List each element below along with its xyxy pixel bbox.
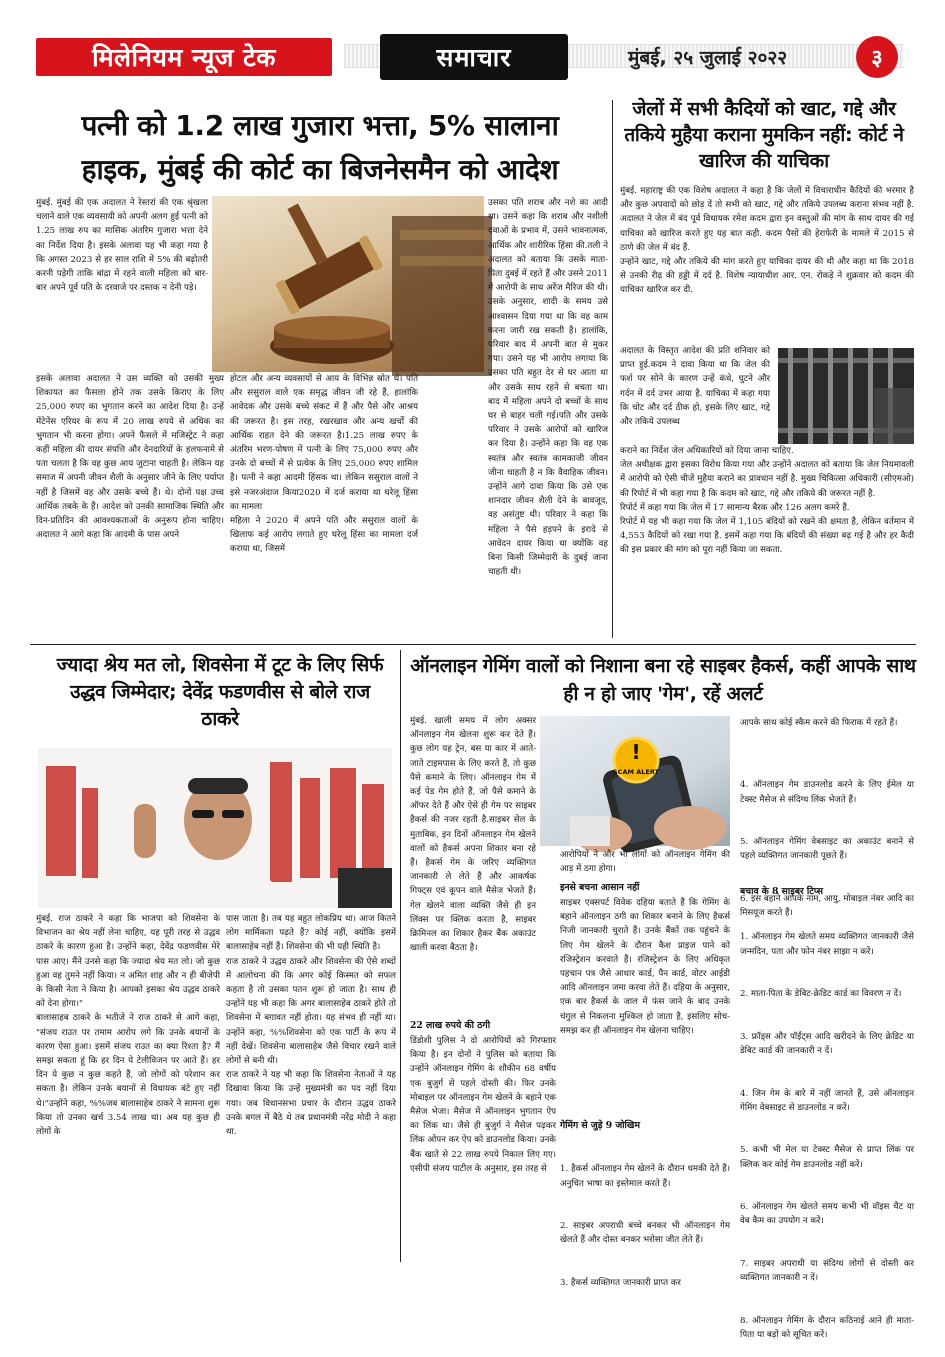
divider-vertical-bottom — [400, 650, 401, 1262]
issue-date: मुंबई, २५ जुलाई २०२२ — [628, 47, 788, 69]
story2-para3: कराने का निर्देश जेल अधिकारियों को दिया जाना चाहिए. जेल अधीक्षक द्वारा इसका विरोध किया गया और उन्होंने अदालत को बताया कि जेल नियमावली में आरोपी को ऐसी चीजें मुहैया कराने का प्रावधान नहीं है. मुख्य चिकित्सा अधिकारी (सीएमओ) की रिपोर्ट में भी कहा गया है कि कदम को खाट, गद्दे और तकिये की जरूरत नहीं है. रिपोर्ट में कहा गया कि जेल में 17 सामान्य बैरक और 126 अलग कमरे हैं. रिपोर्ट में यह भी कहा गया कि जेल में 1,105 बंदियों को रखने की क्षमता है, लेकिन वर्तमान में 4,553 कैदियों को रखा गया है. इसमें कहा गया कि बंदियों की संख्या बढ़ गई है और हर कैदी की इस प्रकार की मांग को पूरा नहीं किया जा सकता. — [620, 446, 914, 556]
tip-item: 4. जिन गेम के बारे में नहीं जानते हैं, उसे ऑनलाइन गेमिंग वेबसाइट से डाउनलोड न करें। — [740, 1088, 917, 1113]
divider-vertical-top — [612, 100, 613, 638]
risk-item: 3. हैकर्स व्यक्तिगत जानकारी प्राप्त कर — [560, 1278, 681, 1289]
risk-item: 6. इस बहाने आपके नाम, आयु, मोबाइल नंबर आदि का मिसयूज करते हैं। — [740, 894, 917, 919]
risks-list — [560, 1134, 733, 1289]
risk-item: 2. साइबर अपराधी बच्चे बनकर भी ऑनलाइन गेम खेलते हैं और दोस्त बनकर भरोसा जीत लेते हैं। — [560, 1221, 733, 1246]
page-number: ३ — [871, 46, 883, 71]
story3-column1: मुंबई. राज ठाकरे ने कहा कि भाजपा को शिवसेना के विभाजन का श्रेय नहीं लेना चाहिए, यह पूरी तरह से उद्धव ठाकरे के कारण हुआ है। उन्होंने कहा, देवेंद्र फडणवीस मेरे पास आए। मैंने उनसे कहा कि ज्यादा श्रेय मत लो। जो कुछ हुआ वह तुमने नहीं किया। न अमित शाह और न ही बीजेपी के किसी नेता ने किया है। आपको इसका श्रेय उद्धव ठाकरे को देना होगा।" बालासाहब ठाकरे के भतीजे ने राज ठाकरे से आगे कहा, "संजय राउत पर तमाम आरोप लगे कि उनके बयानों के कारण ऐसा हुआ। इसमें संजय राउत का क्या रिश्ता है? मैं समझ सकता हूं कि हर दिन ये टेलीविजन पर आते हैं। हर दिन ये कुछ न कुछ कहते हैं, जो लोगों को परेशान कर सकता है। लेकिन उनके बयानों से विधायक बंटे हुए नहीं थे।"उन्होंने कहा, %%जब बालासाहेब ठाकरे ने सामना शुरू किया तो उनका खर्च 3.54 लाख था। अब यह कुछ ही लोगों के — [36, 914, 220, 1138]
story2-para2: अदालत के विस्तृत आदेश की प्रति शनिवार को प्राप्त हुई.कदम ने दावा किया था कि जेल की फर्श पर सोने के कारण उन्हें कंधे, घुटने और गर्दन में दर्द उभर आया है. याचिका में कहा गया कि चोट और दर्द ठीक हो, इसके लिए खाट, गद्दे और तकिये उपलब्ध — [620, 346, 773, 428]
risk-item: 4. ऑनलाइन गेम डाउनलोड करने के लिए ईमेल या टेक्स्ट मैसेज से संदिग्ध लिंक भेजते हैं। — [740, 780, 917, 805]
divider-horizontal-middle — [30, 644, 916, 645]
story4-column3-top: आपके साथ कोई स्कैम करने की फिराक में रहते हैं। — [740, 718, 898, 728]
section-tab — [380, 34, 568, 80]
risk-item: 5. ऑनलाइन गेमिंग वेबसाइट का अकाउंट बनाने से पहले व्यक्तिगत जानकारी पूछते हैं। — [740, 837, 917, 862]
tip-item: 2. माता-पिता के डेबिट-क्रेडिट कार्ड का विवरण न दें। — [740, 989, 902, 1000]
story4-subhead-tips: बचाव के 8 साइबर टिप्स — [740, 886, 824, 897]
story1-headline-line1: पत्नी को 1.2 लाख गुजारा भत्ता, 5% सालाना — [81, 109, 559, 142]
story4-headline: ऑनलाइन गेमिंग वालों को निशाना बना रहे साइबर हैकर्स, कहीं आपके साथ ही न हो जाए 'गेम', रहें अलर्ट — [410, 655, 916, 705]
tip-item: 1. ऑनलाइन गेम खेलते समय व्यक्तिगत जानकारी जैसे जन्मदिन, पता और फोन नंबर साझा न करें। — [740, 932, 917, 957]
page-number-badge — [856, 36, 898, 78]
gavel-icon — [212, 196, 484, 372]
story4-column2-mid: साइबर एक्सपर्ट विवेक दहिया बताते हैं कि गेमिंग के बहाने ऑनलाइन ठगी का शिकार बनाने के लिए हैकर्स निजी जानकारी चुराते हैं। उनके बैंकों तक पहुंचने के लिए गेम खेलने के दौरान कैश प्राइज पाने को रजिस्ट्रेशन करवाते हैं। रजिस्ट्रेशन के लिए अधिकृत पहचान पत्र जैसे आधार कार्ड, पैन कार्ड, वोटर आईडी आदि ऑनलाइन जमा करवा लेते हैं। दहिया के अनुसार, एक बार हैकर्स के जाल में फंस जाने के बाद उनके चंगुल से निकलना मुश्किल हो जाता है, इसलिए सोच-समझ कर ही ऑनलाइन गेम खेलना चाहिए। — [560, 898, 733, 1036]
story3-headline: ज्यादा श्रेय मत लो, शिवसेना में टूट के लिए सिर्फ उद्धव जिम्मेदार; देवेंद्र फडणवीस से बोले राज ठाकरे — [56, 654, 384, 730]
prison-bars-icon — [778, 348, 914, 444]
scam-alert-caption: SCAM ALERT — [613, 768, 659, 776]
tip-item: 8. ऑनलाइन गेमिंग के दौरान कठिनाई आने ही माता-पिता या बड़ों को सूचित करें। — [740, 1315, 914, 1341]
brand-name: मिलेनियम न्यूज टेक — [92, 43, 276, 72]
speaker-photo-icon — [38, 748, 392, 908]
tip-item: 7. साइबर अपराधी या संदिग्ध लोगों से दोस्ती कर व्यक्तिगत जानकारी न दें। — [740, 1259, 917, 1284]
story3-column2: पास जाता है। तब यह बहुत लोकप्रिय था। आज कितने लोग मार्मिकता पढ़ते हैं? कोई नहीं, क्योंकि इसमें बालासाहेब नहीं हैं। शिवसेना की भी यही स्थिति है। राज ठाकरे ने उद्धव ठाकरे और शिवसेना की ऐसे शब्दों में आलोचना की कि अगर कोई किस्मत को सफल कहता है तो उसका पतन शुरू हो जाता है। साथ ही उन्होंने यह भी कहा कि अगर बालासाहेब ठाकरे होते तो शिवसेना में बगावत नहीं होता। यह संभव ही नहीं था। उन्होंने कहा, %%शिवसेना को एक पार्टी के रूप में नहीं देखें। शिवसेना बालासाहेब जैसे विचार रखने वाले लोगों से बनी थी। राज ठाकरे ने यह भी कहा कि शिवसेना नेताओं ने यह दिखावा किया कि उन्हें मुख्यमंत्री का पद नहीं दिया गया। जब विधानसभा प्रचार के दौरान उद्धव ठाकरे उनके बगल में बैठे थे तब प्रधानमंत्री नरेंद्र मोदी ने कहा था. — [226, 914, 396, 1138]
story4-subhead-fraud: 22 लाख रुपये की ठगी — [410, 1020, 491, 1031]
tip-item: 3. फ्रॉड्स और पॉईंट्स आदि खरीदने के लिए क्रेडिट या डेबिट कार्ड की जानकारी न दें। — [740, 1031, 917, 1057]
phone-scam-alert-icon — [540, 716, 730, 846]
section-name: समाचार — [436, 43, 512, 72]
cyber-tips-list — [740, 902, 917, 1341]
story1-headline-line2: हाइक, मुंबई की कोर्ट का बिजनेसमैन को आदेश — [81, 153, 559, 186]
scam-alert-exclamation-icon: ! — [631, 740, 641, 764]
story2-para1: मुंबई. महाराष्ट्र की एक विशेष अदालत ने कहा है कि जेलों में विचाराधीन कैदियों की भरमार है और कुछ अपवादों को छोड़ दें तो सभी को खाट, गद्दे और तकिये उपलब्ध कराना संभव नहीं है. अदालत ने जेल में बंद पूर्व विधायक रमेश कदम द्वारा इन वस्तुओं की मांग के साथ दायर की गई याचिका को खारिज करते हुए यह बात कही. कदम पैसों की हेराफेरी के मामले में 2015 से ठाणे की जेल में बंद हैं. उन्होंने खाट, गद्दे और तकिये की मांग करते हुए याचिका दायर की थी और कहा था कि 2018 से उनकी रीढ़ की हड्डी में दर्द है. विशेष न्यायाधीश आर. एन. रोकड़े ने शुक्रवार को कदम की याचिका खारिज कर दी. — [620, 186, 914, 296]
story4-column1-bottom: डिंडोशी पुलिस ने दो आरोपियों को गिरफ्तार किया है। इन दोनों ने पुलिस को बताया कि उन्होंने ऑनलाइन गेमिंग के शौकीन 68 वर्षीय एक बुजुर्ग से पहले दोस्ती की। फिर उनके मोबाइल पर ऑनलाइन गेम खेलने के बहाने एक मैसेज भेजा। मैसेज में ऑनलाइन भुगतान ऐप का लिंक था। जैसे ही बुजुर्ग ने मैसेज पढ़कर लिंक ओपन कर ऐप को डाउनलोड किया। उनके बैंक खाते से 22 लाख रुपये निकाल लिए गए। एसीपी संजय पाटील के अनुसार, इस तरह से — [410, 1036, 559, 1174]
story1-column2: होटल और अन्य व्यवसायों से आय के विभिन्न स्रोत थे। पति और ससुराल वाले एक समृद्ध जीवन जी रहे हैं, हालांकि आवेदक और उसके बच्चे संकट में हैं और पैसे और आश्रय की जरूरत है। इस तरह, रखरखाव और अन्य खर्चों की आर्थिक राहत देने की जरूरत है।1.25 लाख रुपए के अंतरिम भरण-पोषण में पत्नी के लिए 75,000 रुपए और उनके दो बच्चों में से प्रत्येक के लिए 25,000 रुपए शामिल है। पत्नी ने कहा आदमी हिंसक था। लेकिन ससुराल वालों ने इसे नजरअंदाज किया2020 में दर्ज कराया था घरेलू हिंसा का मामला महिला ने 2020 में अपने पति और ससुराल वालों के खिलाफ कई आरोप लगाते हुए घरेलू हिंसा का मामला दर्ज कराया था, जिसमें — [230, 374, 418, 555]
story4-column1-top: मुंबई. खाली समय में लोग अक्सर ऑनलाइन गेम खेलना शुरू कर देते हैं। कुछ लोग यह ट्रेन, बस या कार में आते-जाते टाइमपास के लिए करते हैं, तो कुछ पैसे कमाने के लिए। ऑनलाइन गेम में कई पेड गेम होते हैं, जो पैसे कमाने के ऑफर देते हैं और ऐसे ही गेम पर साइबर हैकर्स की नजर रहती है.साइबर सेल के मुताबिक, इन दिनों ऑनलाइन गेम खेलने वालों को हैकर्स अपना शिकार बना रहे हैं। हैकर्स गेम के जरिए व्यक्तिगत जानकारी ले लेते हैं और आकर्षक गिफ्ट्स एवं कूपन वाले मैसेज भेजते हैं। गेल खेलने वाला व्यक्ति जैसे ही इन लिंक्स पर क्लिक करता है, साइबर क्रिमिनल का शिकार हैकर बैंक अकाउंट खाली करवा बैठता है। — [410, 716, 539, 954]
story4-subhead-risks: गेमिंग से जुड़े 9 जोखिम — [560, 1120, 640, 1131]
story4-subhead-hard: इनसे बचना आसान नहीं — [560, 882, 640, 893]
tip-item: 6. ऑनलाइन गेम खेलते समय कभी भी वॉइस चैट या वेब कैम का उपयोग न करें। — [740, 1202, 917, 1227]
story4-column2-top: आरोपियों ने और भी लोगों को ऑनलाइन गेमिंग की आड़ में ठगा होगा। — [560, 850, 733, 875]
story2-headline: जेलों में सभी कैदियों को खाट, गद्दे और तकिये मुहैया कराना मुमकिन नहीं: कोर्ट ने खारिज की याचिका — [624, 98, 904, 172]
story1-column1-top: मुंबई. मुंबई की एक अदालत ने रेस्तरां की एक श्रृंखला चलाने वाले एक व्यवसायी को अपनी अलग हुई पत्नी को 1.25 लाख रुप का मासिक अंतरिम गुजारा भत्ता देने का निर्देश दिया है। इसके अलावा यह भी कहा गया है कि अगस्त 2023 से हर साल राशि में 5% की बढ़ोतरी करनी पड़ेगी ताकि बांद्रा में रहने वाली महिला को बार-बार अपने पूर्व पति के दरवाजे पर दस्तक न देनी पड़े। — [36, 198, 211, 294]
story1-column1-bottom: इसके अलावा अदालत ने उस व्यक्ति को उसकी मुख्य शिकायत का फैसला होने तक उसके किराए के लिए 25,000 रुपए का भुगतान करने का आदेश दिया है। उन्हें मेंटेनेंस एरियर के रूप में 20 लाख रुपये से अधिक का भुगतान भी करना होगा। अपने फैसले में मजिस्ट्रेट ने कहा कहीं महिला की दायर संपत्ति और देनदारियों के हलफनामे से पता चलता है कि वह कुछ आय जुटाना चाहती है। लेकिन यह समाज में अपनी जीवन शैली के अनुसार जीने के लिए पर्याप्त नहीं है जिसमें वह और उसके बच्चे हैं। थे। दोनों पक्ष उच्च आर्थिक तबके के हैं। आदेश को उनकी सामाजिक स्थिति और दिन-प्रतिदिन की आवश्यकताओं के अनुरूप होना चाहिए। अदालत ने आगे कहा कि आदमी के पास अपने — [36, 374, 227, 541]
story1-column3: उसका पति शराब और नशे का आदी था। उसने कहा कि शराब और नशीली दवाओं के प्रभाव में, उसने भावनात्मक, आर्थिक और शारीरिक हिंसा की.तली ने अदालत को बताया कि उसके माता-पिता दुबई में रहते हैं और उसने 2011 में आरोपी के साथ अरेंज मैरिज की थी। उसके अनुसार, शादी के समय उसे आश्वासन दिया गया था कि वह काम करना जारी रख सकती है। हालांकि, परिवार बाद में अपनी बात से मुकर गया। उसने यह भी आरोप लगाया कि उसका पति बहुत देर से घर आता था और उसके साथ रहने से बचता था। बाद में महिला अपने दो बच्चों के साथ घर से बाहर चली गई।पति और उसके परिवार ने उसके आरोपों को खारिज कर दिया है। उन्होंने कहा कि वह एक स्वतंत्र और स्वतंत्र कामकाजी जीवन जीना चाहती है न कि वैवाहिक जीवन। उन्होंने आगे दावा किया कि उसे एक शानदार जीवन शैली देने के बावजूद, वह असंतुष्ट थी। परिवार ने कहा कि महिला ने पैसे हड़पने के इरादे से आवेदन दायर किया था क्योंकि वह बिना किसी जिम्मेदारी के दुबई जाना चाहती थी। — [488, 198, 611, 578]
risk-item: 1. हैकर्स ऑनलाइन गेम खेलने के दौरान धमकी देते हैं। अनुचित भाषा का इस्तेमाल करते हैं। — [560, 1164, 733, 1189]
story1-headline — [34, 104, 606, 192]
brand-banner — [36, 38, 332, 76]
tip-item: 5. कभी भी मेल या टेक्स्ट मैसेज से प्राप्त लिंक पर क्लिक कर कोई गेम डाउनलोड नहीं करें। — [740, 1145, 917, 1170]
